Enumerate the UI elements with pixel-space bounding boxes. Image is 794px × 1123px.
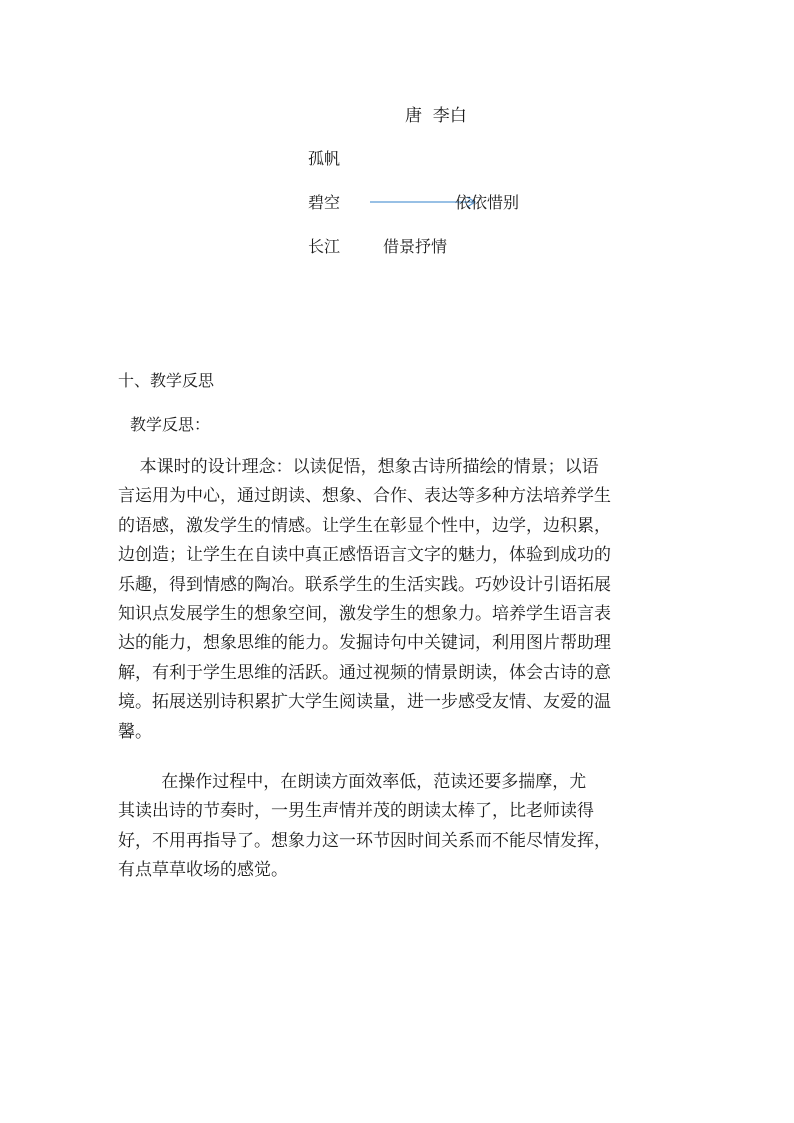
paragraph-line: 解，有利于学生思维的活跃。通过视频的情景朗读，体会古诗的意 xyxy=(118,662,611,683)
paragraph-line: 有点草草收场的感觉。 xyxy=(118,860,288,881)
paragraph-line: 馨。 xyxy=(118,721,152,742)
paragraph-line: 的语感，激发学生的情感。让学生在彰显个性中，边学，边积累， xyxy=(118,515,611,536)
poem-author: 唐 李白 xyxy=(405,106,467,126)
section-heading: 十、教学反思 xyxy=(118,371,215,390)
sub-heading: 教学反思： xyxy=(130,415,211,434)
paragraph-line: 乐趣，得到情感的陶冶。联系学生的生活实践。巧妙设计引语拓展 xyxy=(118,574,611,595)
paragraph-line: 边创造；让学生在自读中真正感悟语言文字的魅力，体验到成功的 xyxy=(118,545,611,566)
board-result: 依依惜别 xyxy=(455,193,520,212)
paragraph-line: 知识点发展学生的想象空间，激发学生的想象力。培养学生语言表 xyxy=(118,604,611,625)
paragraph-line: 达的能力，想象思维的能力。发掘诗句中关键词，利用图片帮助理 xyxy=(118,633,611,654)
reflection-paragraph-2 xyxy=(118,768,678,886)
paragraph-line: 言运用为中心，通过朗读、想象、合作、表达等多种方法培养学生 xyxy=(118,486,611,507)
paragraph-line: 在操作过程中，在朗读方面效率低，范读还要多揣摩，尤 xyxy=(118,772,587,792)
paragraph-line: 好，不用再指导了。想象力这一环节因时间关系而不能尽情发挥， xyxy=(118,830,611,851)
board-method: 借景抒情 xyxy=(383,237,448,256)
board-item-sky: 碧空 xyxy=(308,193,341,212)
board-item-river: 长江 xyxy=(308,237,341,256)
board-item-sail: 孤帆 xyxy=(308,149,341,168)
paragraph-line: 本课时的设计理念：以读促悟，想象古诗所描绘的情景；以语 xyxy=(118,457,599,477)
paragraph-line: 境。拓展送别诗积累扩大学生阅读量，进一步感受友情、友爱的温 xyxy=(118,692,611,713)
paragraph-line: 其读出诗的节奏时，一男生声情并茂的朗读太棒了，比老师读得 xyxy=(118,801,594,822)
reflection-paragraph-1 xyxy=(118,453,678,747)
